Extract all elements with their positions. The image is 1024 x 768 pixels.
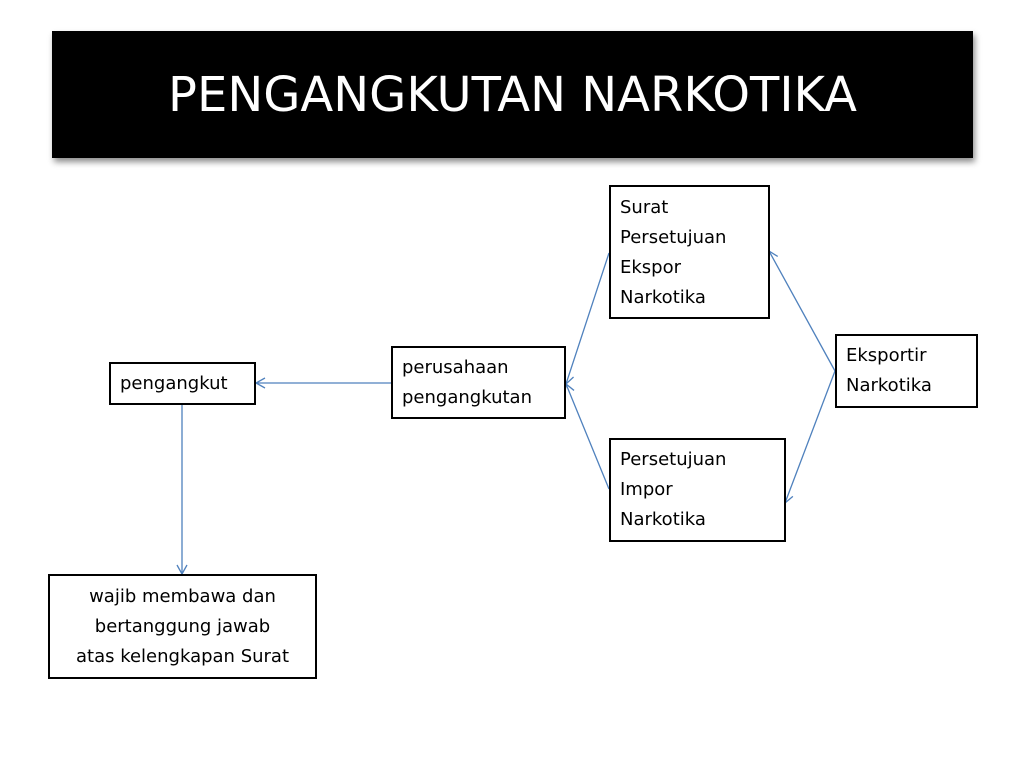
edge-persetujuan-impor-to-perusahaan	[566, 384, 609, 489]
edge-surat-ekspor-to-perusahaan	[566, 253, 609, 384]
node-kewajiban-line-2: bertanggung jawab	[94, 616, 271, 637]
node-surat-ekspor-line-1: Surat	[620, 197, 669, 218]
node-eksportir-narkotika	[835, 334, 978, 408]
node-persetujuan-impor-line-2: Impor	[620, 479, 673, 500]
node-pengangkut-line-1: pengangkut	[120, 373, 228, 394]
node-surat-ekspor-line-4: Narkotika	[620, 287, 706, 308]
edge-eksportir-to-persetujuan-impor	[785, 371, 835, 503]
node-kewajiban-line-1: wajib membawa dan	[89, 586, 276, 607]
node-perusahaan-line-1: perusahaan	[402, 357, 509, 378]
node-persetujuan-impor-line-1: Persetujuan	[620, 449, 727, 470]
node-eksportir-line-1: Eksportir	[846, 345, 927, 366]
node-persetujuan-impor-line-3: Narkotika	[620, 509, 706, 530]
node-kewajiban	[48, 574, 317, 679]
node-persetujuan-impor	[609, 438, 786, 542]
node-kewajiban-line-3: atas kelengkapan Surat	[75, 646, 290, 667]
node-surat-ekspor-line-3: Ekspor	[620, 257, 682, 278]
node-surat-ekspor-line-2: Persetujuan	[620, 227, 727, 248]
node-pengangkut	[109, 362, 256, 405]
slide-title: PENGANGKUTAN NARKOTIKA	[168, 66, 857, 123]
node-surat-persetujuan-ekspor	[609, 185, 770, 319]
node-perusahaan-line-2: pengangkutan	[402, 387, 532, 408]
node-perusahaan-pengangkutan	[391, 346, 566, 419]
node-eksportir-line-2: Narkotika	[846, 375, 932, 396]
edge-eksportir-to-surat-ekspor	[769, 251, 835, 371]
